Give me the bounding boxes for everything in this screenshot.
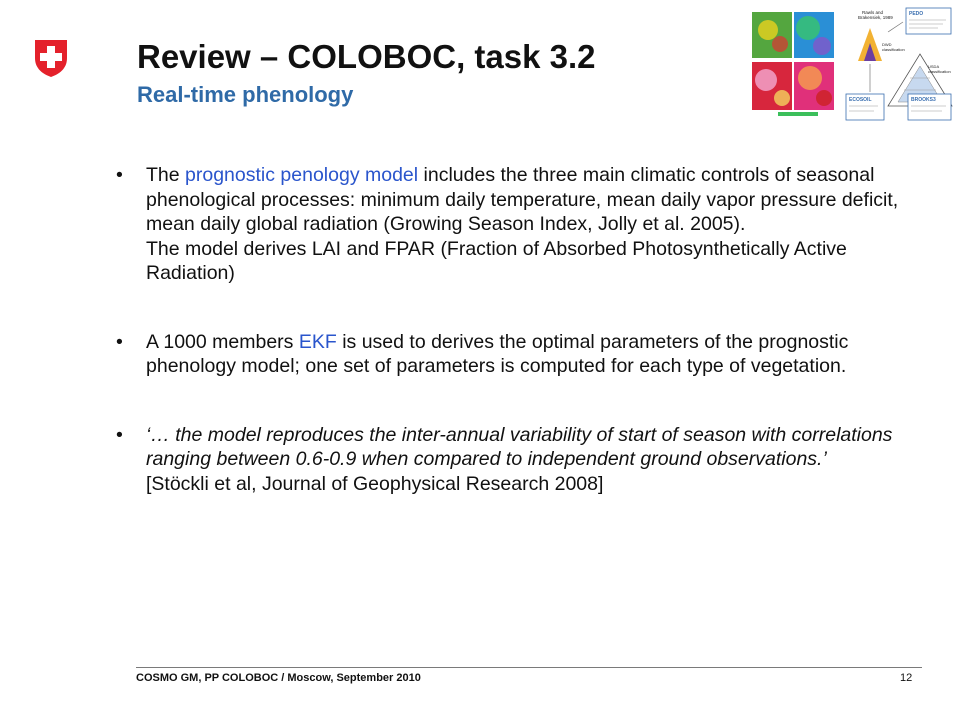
slide-subtitle: Real-time phenology: [137, 82, 354, 107]
bullet-text: [146, 330, 910, 379]
thumb-pedo-label: PEDO: [909, 11, 924, 17]
slide-body: [110, 163, 910, 496]
bullet-phenology-model: [110, 163, 910, 286]
ekf-highlight: EKF: [298, 330, 337, 353]
quote-text: ‘… the model reproduces the inter-annual variability of start of season with correlations ranging between 0.6-0.9 when compared to independent ground observations.’: [146, 423, 893, 470]
bullet-quote: [110, 423, 910, 497]
header-figure-thumbnail: [748, 6, 955, 122]
page-number: 12: [900, 672, 913, 684]
thumb-ecosoil-label: ECOSOIL: [849, 97, 872, 103]
bullet-text: [146, 163, 910, 237]
bullet2-post: is used to derives the optimal parameters of the prognostic phenology model; one set of parameters is computed for each type of vegetation.: [146, 330, 849, 377]
thumb-rawls-label: Rawls and: [862, 10, 884, 15]
footer-text: COSMO GM, PP COLOBOC / Moscow, September 2010: [136, 672, 421, 684]
phenology-maps-icon: [752, 12, 834, 116]
bullet-marker: •: [116, 330, 123, 353]
prognostic-model-highlight: prognostic penology model: [185, 164, 419, 186]
bullet-marker: •: [116, 164, 123, 186]
thumb-dwd-label: DWD: [882, 42, 892, 47]
soil-classification-diagram-icon: [846, 8, 952, 120]
thumb-usda2-label: classification: [928, 69, 951, 74]
bullet1-pre: The: [146, 164, 186, 186]
swiss-cross-logo-icon: [32, 38, 70, 78]
thumb-dwd2-label: classification: [882, 47, 905, 52]
thumb-brooks-label: BROOKS3: [911, 97, 936, 103]
thumb-brakensiek-label: Brakensiek, 1989: [858, 15, 893, 20]
thumb-usda-label: USDA: [928, 64, 940, 69]
bullet-ekf: [110, 330, 910, 379]
bullet2-pre: A 1000 members: [146, 330, 299, 353]
bullet1-post: includes the three main climatic controls of seasonal phenological processes: minimum daily temperature, mean daily vapor pressure deficit, mean daily global radiation (Growing Season Index, Jolly et al. 2005).: [146, 164, 899, 235]
slide-title: Review – COLOBOC, task 3.2: [137, 38, 596, 75]
footer-divider: [136, 667, 922, 668]
bullet-marker: •: [116, 423, 123, 446]
citation-text: [Stöckli et al, Journal of Geophysical Research 2008]: [146, 472, 604, 495]
bullet1-line2: The model derives LAI and FPAR (Fraction of Absorbed Photosynthetically Active Radiation): [146, 237, 847, 284]
